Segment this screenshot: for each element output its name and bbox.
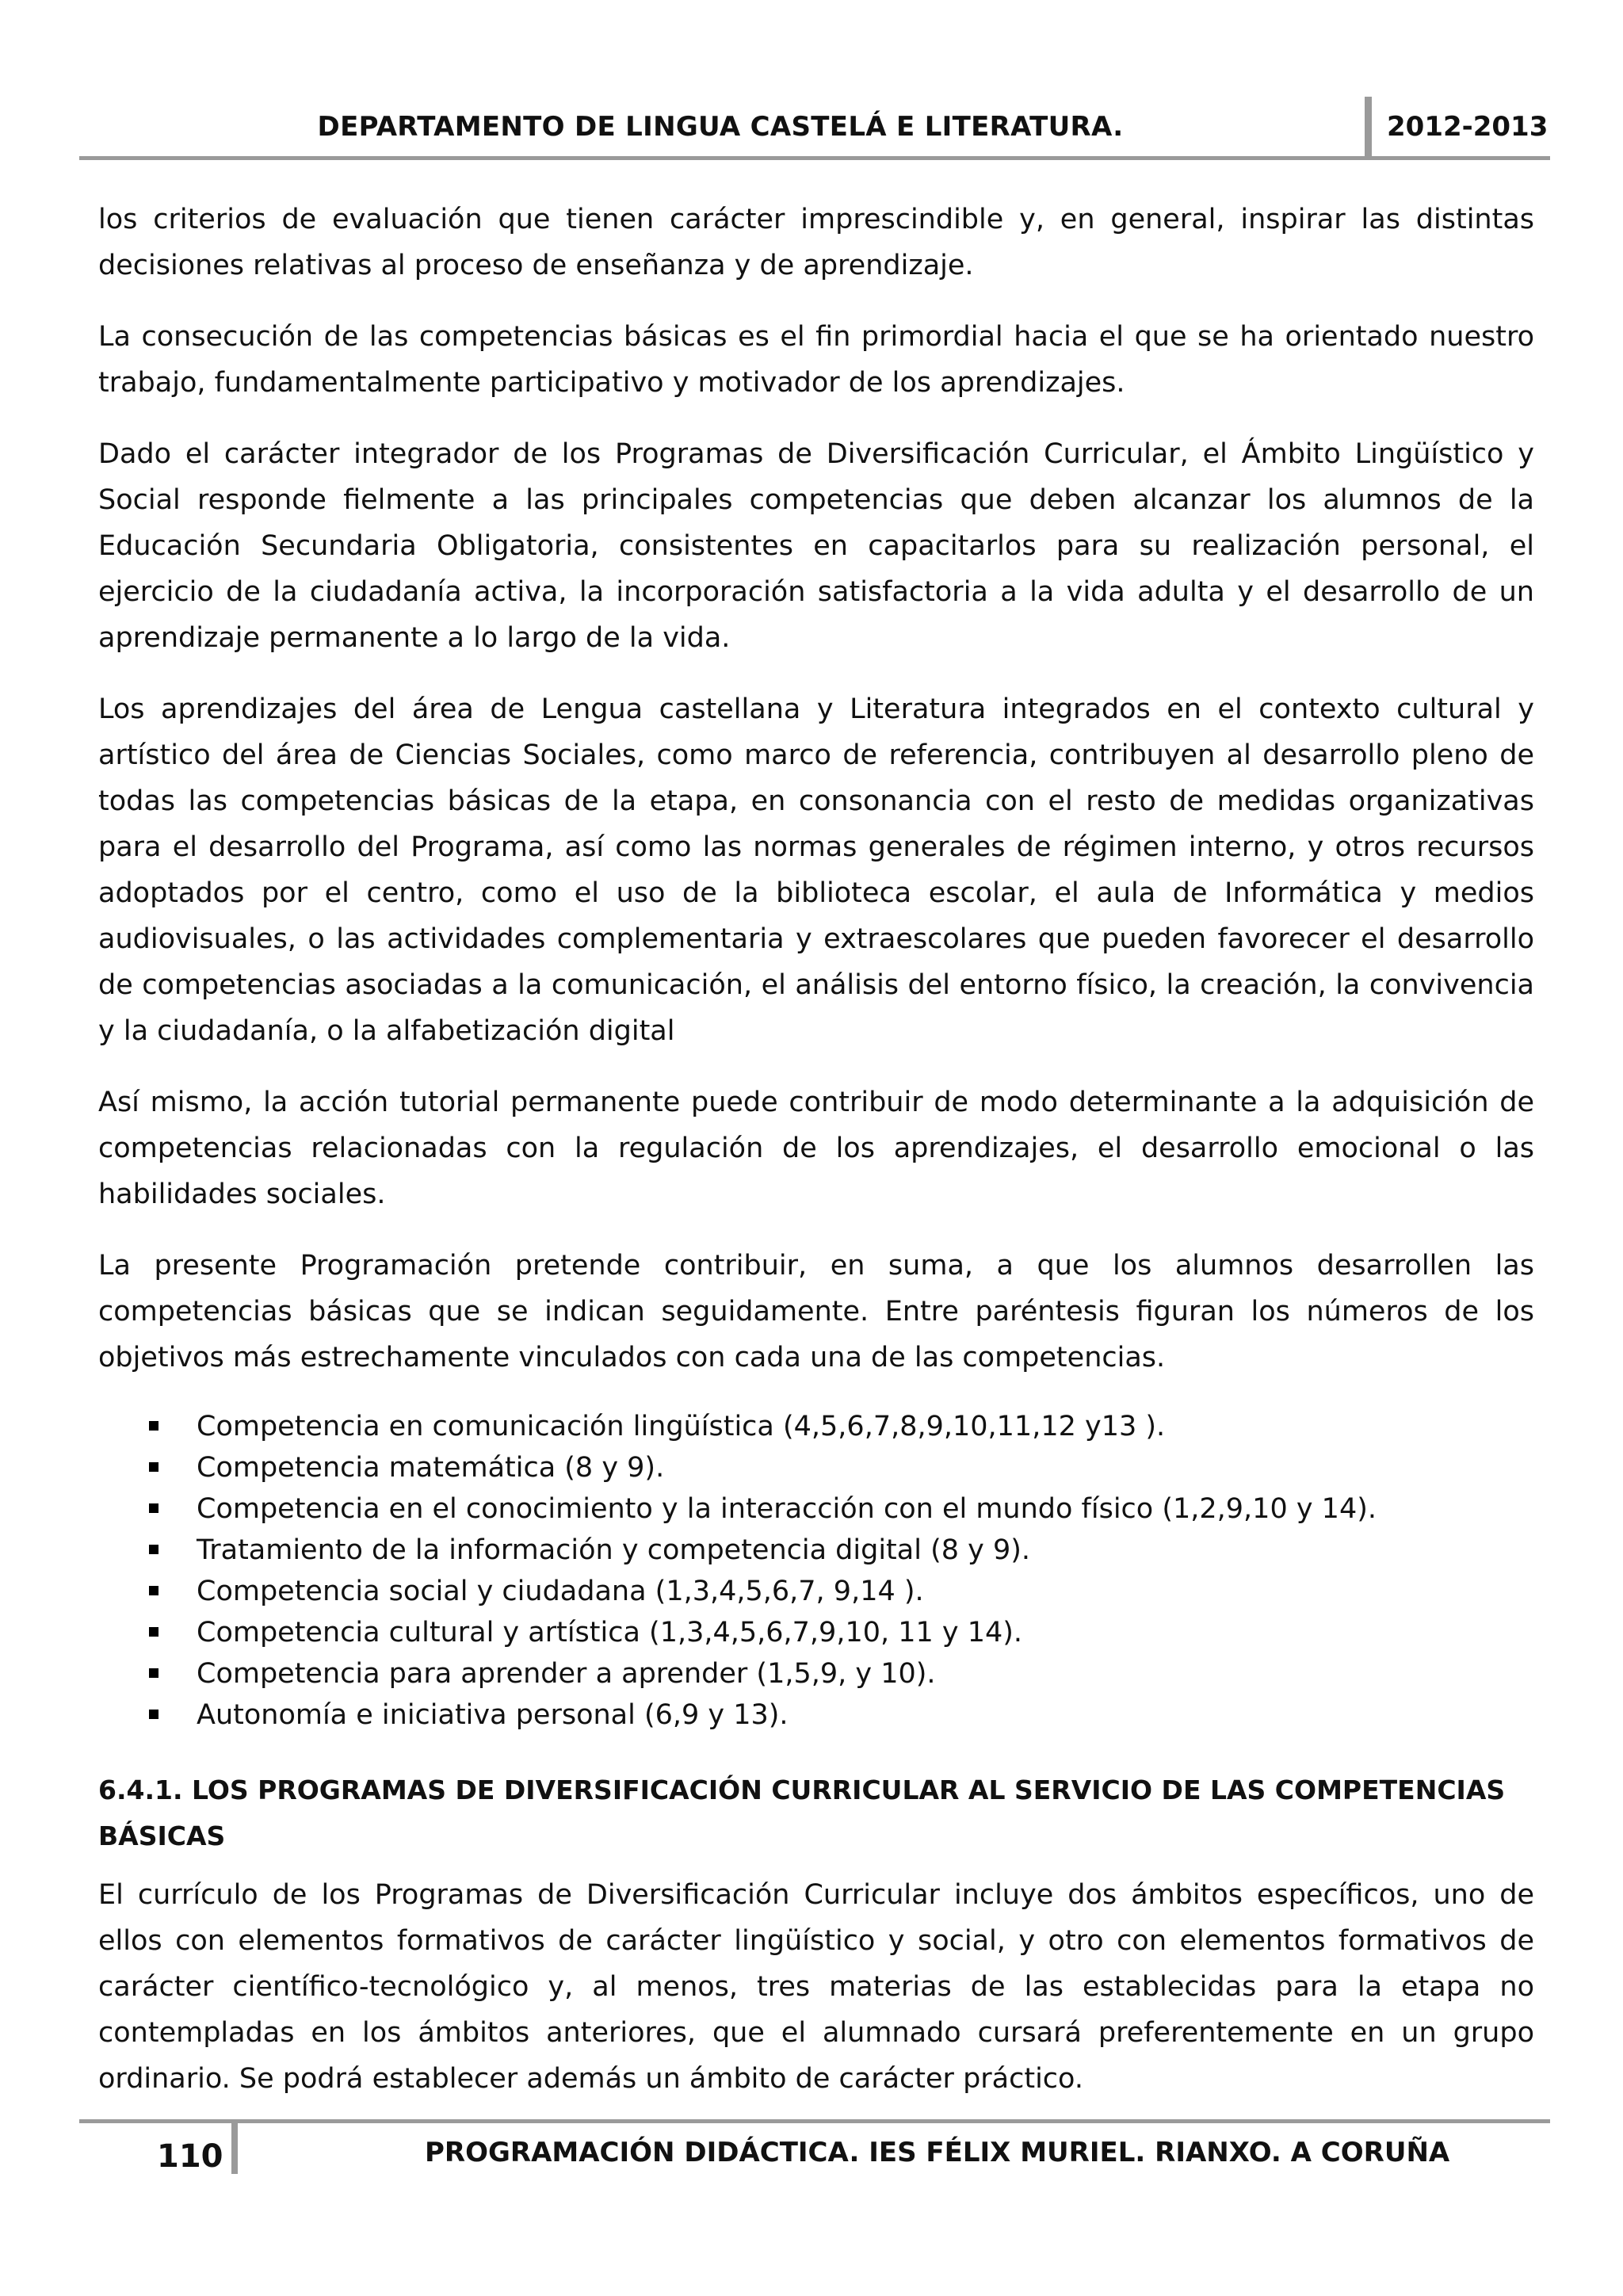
competencias-list — [98, 1406, 1534, 1736]
list-item-text: Competencia en el conocimiento y la interacción con el mundo físico (1,2,9,10 y 14). — [197, 1493, 1377, 1525]
square-bullet-icon — [149, 1627, 158, 1637]
paragraph-aprendizajes: Los aprendizajes del área de Lengua castellana y Literatura integrados en el contexto cultural y artístico del área de Ciencias Sociales, como marco de referencia, contribuyen al desarrollo pleno de todas las competencias básicas de la etapa, en consonancia con el resto de medidas organizativas para el desarrollo del Programa, así como las normas generales de régimen interno, y otros recursos adoptados por el centro, como el uso de la biblioteca escolar, el aula de Informática y medios audiovisuales, o las actividades complementaria y extraescolares que pueden favorecer el desarrollo de competencias asociadas a la comunicación, el análisis del entorno físico, la creación, la convivencia y la ciudadanía, o la alfabetización digital — [98, 693, 1534, 1047]
list-item-text: Competencia cultural y artística (1,3,4,5,6,7,9,10, 11 y 14). — [197, 1617, 1023, 1648]
square-bullet-icon — [149, 1668, 158, 1678]
list-item — [98, 1694, 1534, 1736]
header-divider — [1365, 97, 1372, 157]
list-item — [98, 1488, 1534, 1530]
list-item-text: Competencia matemática (8 y 9). — [197, 1452, 665, 1484]
square-bullet-icon — [149, 1421, 158, 1431]
square-bullet-icon — [149, 1710, 158, 1719]
header-year: 2012-2013 — [1387, 111, 1549, 143]
list-item — [98, 1406, 1534, 1447]
paragraph-accion-tutorial: Así mismo, la acción tutorial permanente puede contribuir de modo determinante a la adquisición de competencias relacionadas con la regulación de los aprendizajes, el desarrollo emocional o las habilidades sociales. — [98, 1087, 1534, 1210]
list-item — [98, 1447, 1534, 1488]
footer-rule — [79, 2119, 1550, 2123]
list-item — [98, 1612, 1534, 1653]
list-item-text: Autonomía e iniciativa personal (6,9 y 13). — [197, 1699, 789, 1731]
list-item-text: Competencia para aprender a aprender (1,5,9, y 10). — [197, 1658, 936, 1690]
section-paragraph: El currículo de los Programas de Diversificación Curricular incluye dos ámbitos específicos, uno de ellos con elementos formativos de carácter lingüístico y social, y otro con elementos formativos de carácter científico-tecnológico y, al menos, tres materias de las establecidas para la etapa no contempladas en los ámbitos anteriores, que el alumnado cursará preferentemente en un grupo ordinario. Se podrá establecer además un ámbito de carácter práctico. — [98, 1879, 1534, 2095]
list-item — [98, 1571, 1534, 1612]
page-body — [98, 197, 1534, 2127]
header-title: DEPARTAMENTO DE LINGUA CASTELÁ E LITERATURA. — [317, 111, 1124, 143]
page-number: 110 — [157, 2138, 223, 2175]
square-bullet-icon — [149, 1503, 158, 1513]
paragraph-caracter-integrador: Dado el carácter integrador de los Programas de Diversificación Curricular, el Ámbito Lingüístico y Social responde fielmente a las principales competencias que deben alcanzar los alumnos de la Educación Secundaria Obligatoria, consistentes en capacitarlos para su realización personal, el ejercicio de la ciudadanía activa, la incorporación satisfactoria a la vida adulta y el desarrollo de un aprendizaje permanente a lo largo de la vida. — [98, 438, 1534, 654]
section-heading: 6.4.1. LOS PROGRAMAS DE DIVERSIFICACIÓN CURRICULAR AL SERVICIO DE LAS COMPETENCIAS BÁSICAS — [98, 1775, 1506, 1851]
page-footer — [79, 2119, 1550, 2199]
square-bullet-icon — [149, 1586, 158, 1595]
footer-title: PROGRAMACIÓN DIDÁCTICA. IES FÉLIX MURIEL. RIANXO. A CORUÑA — [425, 2137, 1450, 2168]
paragraph-criterios: los criterios de evaluación que tienen carácter imprescindible y, en general, inspirar las distintas decisiones relativas al proceso de enseñanza y de aprendizaje. — [98, 204, 1534, 281]
paragraph-consecucion: La consecución de las competencias básicas es el fin primordial hacia el que se ha orientado nuestro trabajo, fundamentalmente participativo y motivador de los aprendizajes. — [98, 321, 1534, 399]
list-item-text: Tratamiento de la información y competencia digital (8 y 9). — [197, 1534, 1031, 1566]
footer-divider — [231, 2123, 238, 2174]
list-item — [98, 1653, 1534, 1694]
square-bullet-icon — [149, 1462, 158, 1472]
page-header — [79, 95, 1550, 160]
square-bullet-icon — [149, 1545, 158, 1554]
list-item — [98, 1530, 1534, 1571]
header-rule — [79, 156, 1550, 160]
list-item-text: Competencia en comunicación lingüística (4,5,6,7,8,9,10,11,12 y13 ). — [197, 1411, 1166, 1442]
paragraph-presente-programacion: La presente Programación pretende contribuir, en suma, a que los alumnos desarrollen las competencias básicas que se indican seguidamente. Entre paréntesis figuran los números de los objetivos más estrechamente vinculados con cada una de las competencias. — [98, 1250, 1534, 1373]
list-item-text: Competencia social y ciudadana (1,3,4,5,6,7, 9,14 ). — [197, 1576, 924, 1607]
